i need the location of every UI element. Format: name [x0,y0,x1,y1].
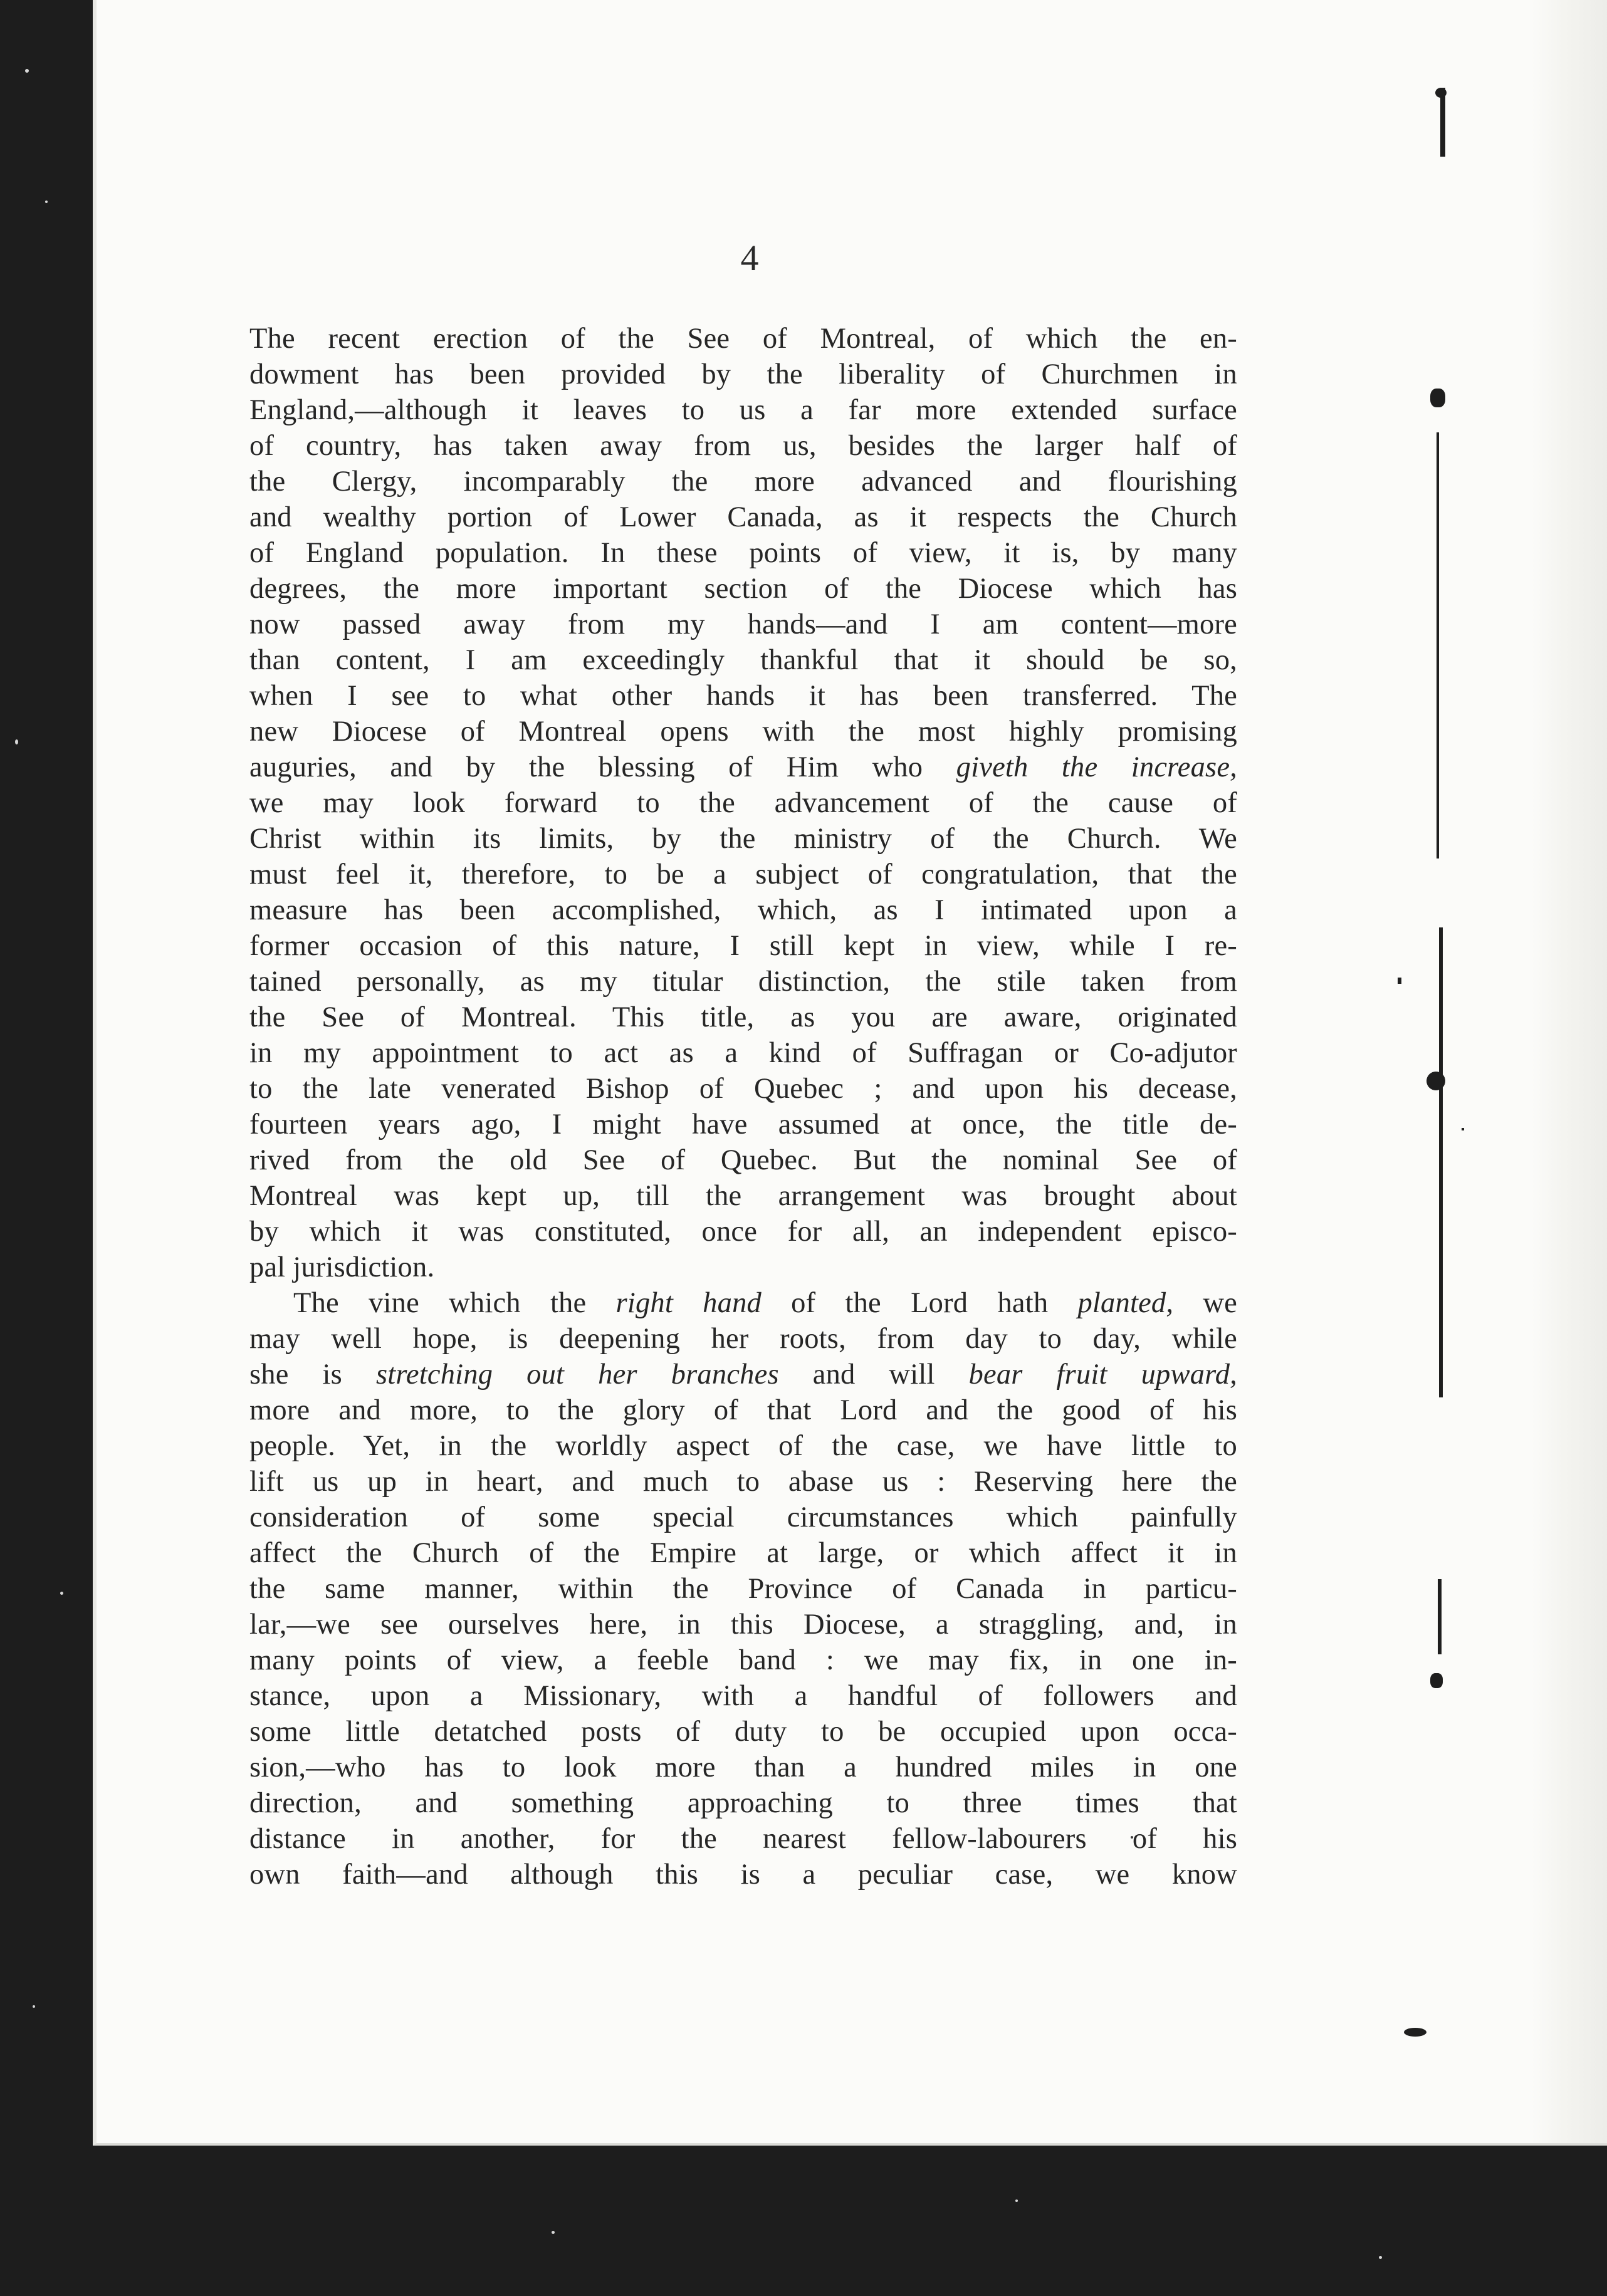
text-line: must feel it, therefore, to be a subject of congratulation, that the [249,858,1237,890]
scan-speck [45,201,48,203]
scan-speck [25,69,29,73]
text-line: lift us up in heart, and much to abase us : Reserving here the [249,1466,1237,1498]
text-line: and wealthy portion of Lower Canada, as it respects the Church [249,501,1237,533]
text-line: may well hope, is deepening her roots, from day to day, while [249,1323,1237,1355]
text-line: of country, has taken away from us, besides the larger half of [249,430,1237,462]
text-line: affect the Church of the Empire at large, or which affect it in [249,1537,1237,1569]
text-line: fourteen years ago, I might have assumed at once, the title de- [249,1109,1237,1140]
text-line: England,—although it leaves to us a far more extended surface [249,394,1237,426]
italic-text: bear fruit upward, [968,1359,1238,1391]
text-line: many points of view, a feeble band : we may fix, in one in- [249,1644,1237,1676]
italic-text: giveth the increase, [956,751,1237,783]
text-run: she is [249,1359,376,1391]
text-line: lar,—we see ourselves here, in this Diocese, a straggling, and, in [249,1609,1237,1641]
page-gutter-shadow [1532,0,1607,2143]
scan-speck [33,2005,35,2008]
binding-mark [1404,2028,1426,2037]
text-line [249,749,1237,785]
text-run: we [1173,1287,1237,1319]
text-line: pal jurisdiction. [249,1251,435,1283]
text-line: direction, and something approaching to three times that [249,1787,1237,1819]
text-line: consideration of some special circumstances which painfully [249,1501,1237,1533]
text-line: distance in another, for the nearest fellow-labourers of his [249,1823,1237,1855]
text-line [249,1285,1237,1321]
text-line: we may look forward to the advancement of the cause of [249,787,1237,819]
text-line: Christ within its limits, by the ministry of the Church. We [249,823,1237,855]
text-run: The vine which the [293,1287,616,1319]
binding-mark [1430,389,1445,407]
binding-mark [1430,1673,1443,1688]
page-number: 4 [740,237,759,278]
text-line: measure has been accomplished, which, as I intimated upon a [249,894,1237,926]
text-run: of the Lord hath [761,1287,1078,1319]
text-line: stance, upon a Missionary, with a handful of followers and [249,1680,1237,1712]
text-line: some little detatched posts of duty to be occupied upon occa- [249,1716,1237,1748]
text-line: sion,—who has to look more than a hundred miles in one [249,1751,1237,1783]
text-line: former occasion of this nature, I still kept in view, while I re- [249,930,1237,962]
text-line: dowment has been provided by the liberality of Churchmen in [249,358,1237,390]
text-line: more and more, to the glory of that Lord and the good of his [249,1394,1237,1426]
text-line [249,1357,1237,1392]
text-line: by which it was constituted, once for all, an independent episco- [249,1216,1237,1248]
text-run: and will [778,1359,969,1391]
italic-text: right hand [615,1287,762,1319]
italic-text: planted, [1077,1287,1174,1319]
text-line: the same manner, within the Province of Canada in particu- [249,1573,1237,1605]
binding-mark [1435,88,1447,98]
text-line: new Diocese of Montreal opens with the most highly promising [249,716,1237,748]
binding-mark [1426,1072,1445,1090]
italic-text: stretching out her branches [375,1359,779,1391]
binding-mark [1438,1579,1442,1654]
text-line: The recent erection of the See of Montreal, of which the en- [249,323,1237,355]
text-line: own faith—and although this is a peculiar case, we know [249,1859,1237,1891]
text-line: when I see to what other hands it has been transferred. The [249,680,1237,712]
text-run: auguries, and by the blessing of Him who [249,751,956,783]
binding-mark [1398,978,1401,984]
text-line: the Clergy, incomparably the more advanced and flourishing [249,466,1237,498]
scan-speck [15,739,18,744]
text-line: now passed away from my hands—and I am content—more [249,608,1237,640]
text-line: than content, I am exceedingly thankful that it should be so, [249,644,1237,676]
body-text [249,321,1237,1892]
text-line: in my appointment to act as a kind of Suffragan or Co-adjutor [249,1037,1237,1069]
text-line: tained personally, as my titular distinction, the stile taken from [249,966,1237,998]
scan-speck [1015,2199,1018,2202]
binding-mark [1437,432,1439,858]
text-line: rived from the old See of Quebec. But the nominal See of [249,1144,1237,1176]
scan-speck [60,1592,63,1595]
text-line: degrees, the more important section of the Diocese which has [249,573,1237,605]
scan-speck [552,2231,555,2234]
text-line: to the late venerated Bishop of Quebec ; and upon his decease, [249,1073,1237,1105]
text-line: Montreal was kept up, till the arrangement was brought about [249,1180,1237,1212]
binding-mark [1462,1128,1464,1130]
text-line: people. Yet, in the worldly aspect of the case, we have little to [249,1430,1237,1462]
text-line: of England population. In these points of view, it is, by many [249,537,1237,569]
binding-mark [1440,88,1445,157]
binding-mark [1439,1103,1443,1397]
text-line: the See of Montreal. This title, as you are aware, originated [249,1001,1237,1033]
scan-speck [1379,2256,1382,2259]
